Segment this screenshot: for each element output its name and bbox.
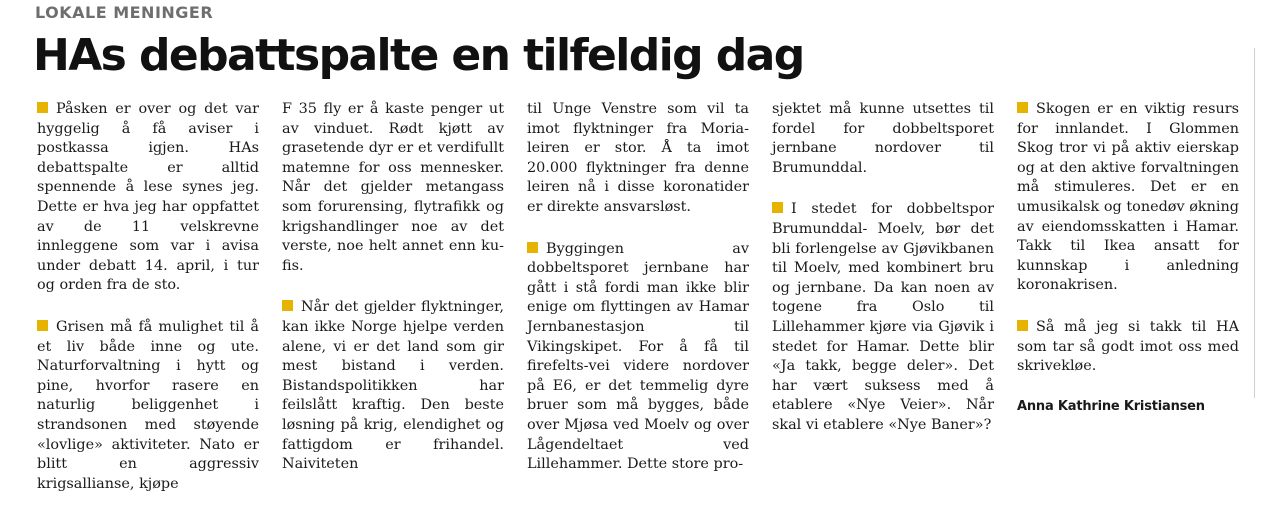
text-column-5 [1017, 100, 1239, 414]
column-divider [1254, 48, 1255, 398]
text-column-4 [772, 100, 994, 458]
bullet-square-icon [772, 202, 783, 213]
bullet-square-icon [282, 300, 293, 311]
bullet-square-icon [37, 320, 48, 331]
paragraph [527, 240, 749, 475]
bullet-square-icon [1017, 102, 1028, 113]
text-column-3 [527, 100, 749, 497]
paragraph-text: Skogen er en viktig resurs for innlandet. I Glommen Skog tror vi på aktiv eierskap og at den aktive forvaltningen må stimuleres. Det er en umusikalsk og tonedøv økning av eiendomsskatten i Hamar. Takk til Ikea ansatt for kunnskap i anledning koronakrisen. [1017, 101, 1239, 294]
article-headline: HAs debattspalte en tilfeldig dag [33, 30, 804, 81]
paragraph [282, 100, 504, 276]
text-column-2 [282, 100, 504, 497]
paragraph-text: sjektet må kunne utsettes til fordel for dobbeltsporet jernbane nordover til Brumunddal. [772, 101, 994, 176]
paragraph [527, 100, 749, 218]
author-signature: Anna Kathrine Kristiansen [1017, 398, 1205, 414]
paragraph-text: Påsken er over og det var hyggelig å få aviser i postkassa igjen. HAs debattspalte er alltid spennende å lese synes jeg. Dette er hva jeg har oppfattet av de 11 velskrevne innleggene som var i avisa under debatt 14. april, i tur og orden fra de sto. [37, 101, 259, 294]
paragraph-text: Så må jeg si takk til HA som tar så godt imot oss med skrivekløe. [1017, 318, 1239, 375]
bullet-square-icon [37, 102, 48, 113]
paragraph-text: til Unge Venstre som vil ta imot flyktninger fra Moria-leiren er stor. Å ta imot 20.000 flyktninger fra denne leiren nå i disse koronatider er direkte ansvarsløst. [527, 101, 749, 215]
paragraph [772, 100, 994, 178]
bullet-square-icon [1017, 320, 1028, 331]
paragraph [37, 318, 259, 494]
paragraph [1017, 100, 1239, 296]
section-kicker: LOKALE MENINGER [35, 3, 214, 22]
paragraph-text: I stedet for dobbeltspor Brumunddal- Moelv, bør det bli forlengelse av Gjøvikbanen til Moelv, med kombinert bru og jernbane. Da kan noen av togene fra Oslo til Lillehammer kjøre via Gjøvik i stedet for Hamar. Dette blir «Ja takk, begge deler». Det har vært suksess med å etablere «Nye Veier». Når skal vi etablere «Nye Baner»? [772, 201, 994, 433]
text-column-1 [37, 100, 259, 516]
paragraph-text: Grisen må få mulighet til å et liv både inne og ute. Naturforvaltning i hytt og pine, hvorfor rasere en naturlig beliggenhet i strandsonen med støyende «lovlige» aktiviteter. Nato er blitt en aggressiv krigsallianse, kjøpe [37, 318, 259, 492]
bullet-square-icon [527, 242, 538, 253]
paragraph [772, 200, 994, 435]
paragraph-text: F 35 fly er å kaste penger ut av vinduet. Rødt kjøtt av grasetende dyr er et verdifullt matemne for oss mennesker. Når det gjelder metangass som forurensing, flytrafikk og krigshandlinger noe av det verste, noe helt annet enn ku-fis. [282, 101, 504, 274]
paragraph-text: Når det gjelder flyktninger, kan ikke Norge hjelpe verden alene, vi er det land som gir mest bistand i verden. Bistandspolitikken har feilslått kraftig. Den beste løsning på krig, elendighet og fattigdom er frihandel. Naiviteten [282, 299, 504, 473]
paragraph [282, 298, 504, 474]
paragraph-text: Byggingen av dobbeltsporet jernbane har gått i stå fordi man ikke blir enige om flyttingen av Hamar Jernbanestasjon til Vikingskipet. For å få til firefelts-vei videre nordover på E6, er det temmelig dyre bruer som må bygges, både over Mjøsa ved Moelv og over Lågendeltaet ved Lillehammer. Dette store pro- [527, 240, 749, 473]
paragraph [1017, 318, 1239, 377]
paragraph [37, 100, 259, 296]
